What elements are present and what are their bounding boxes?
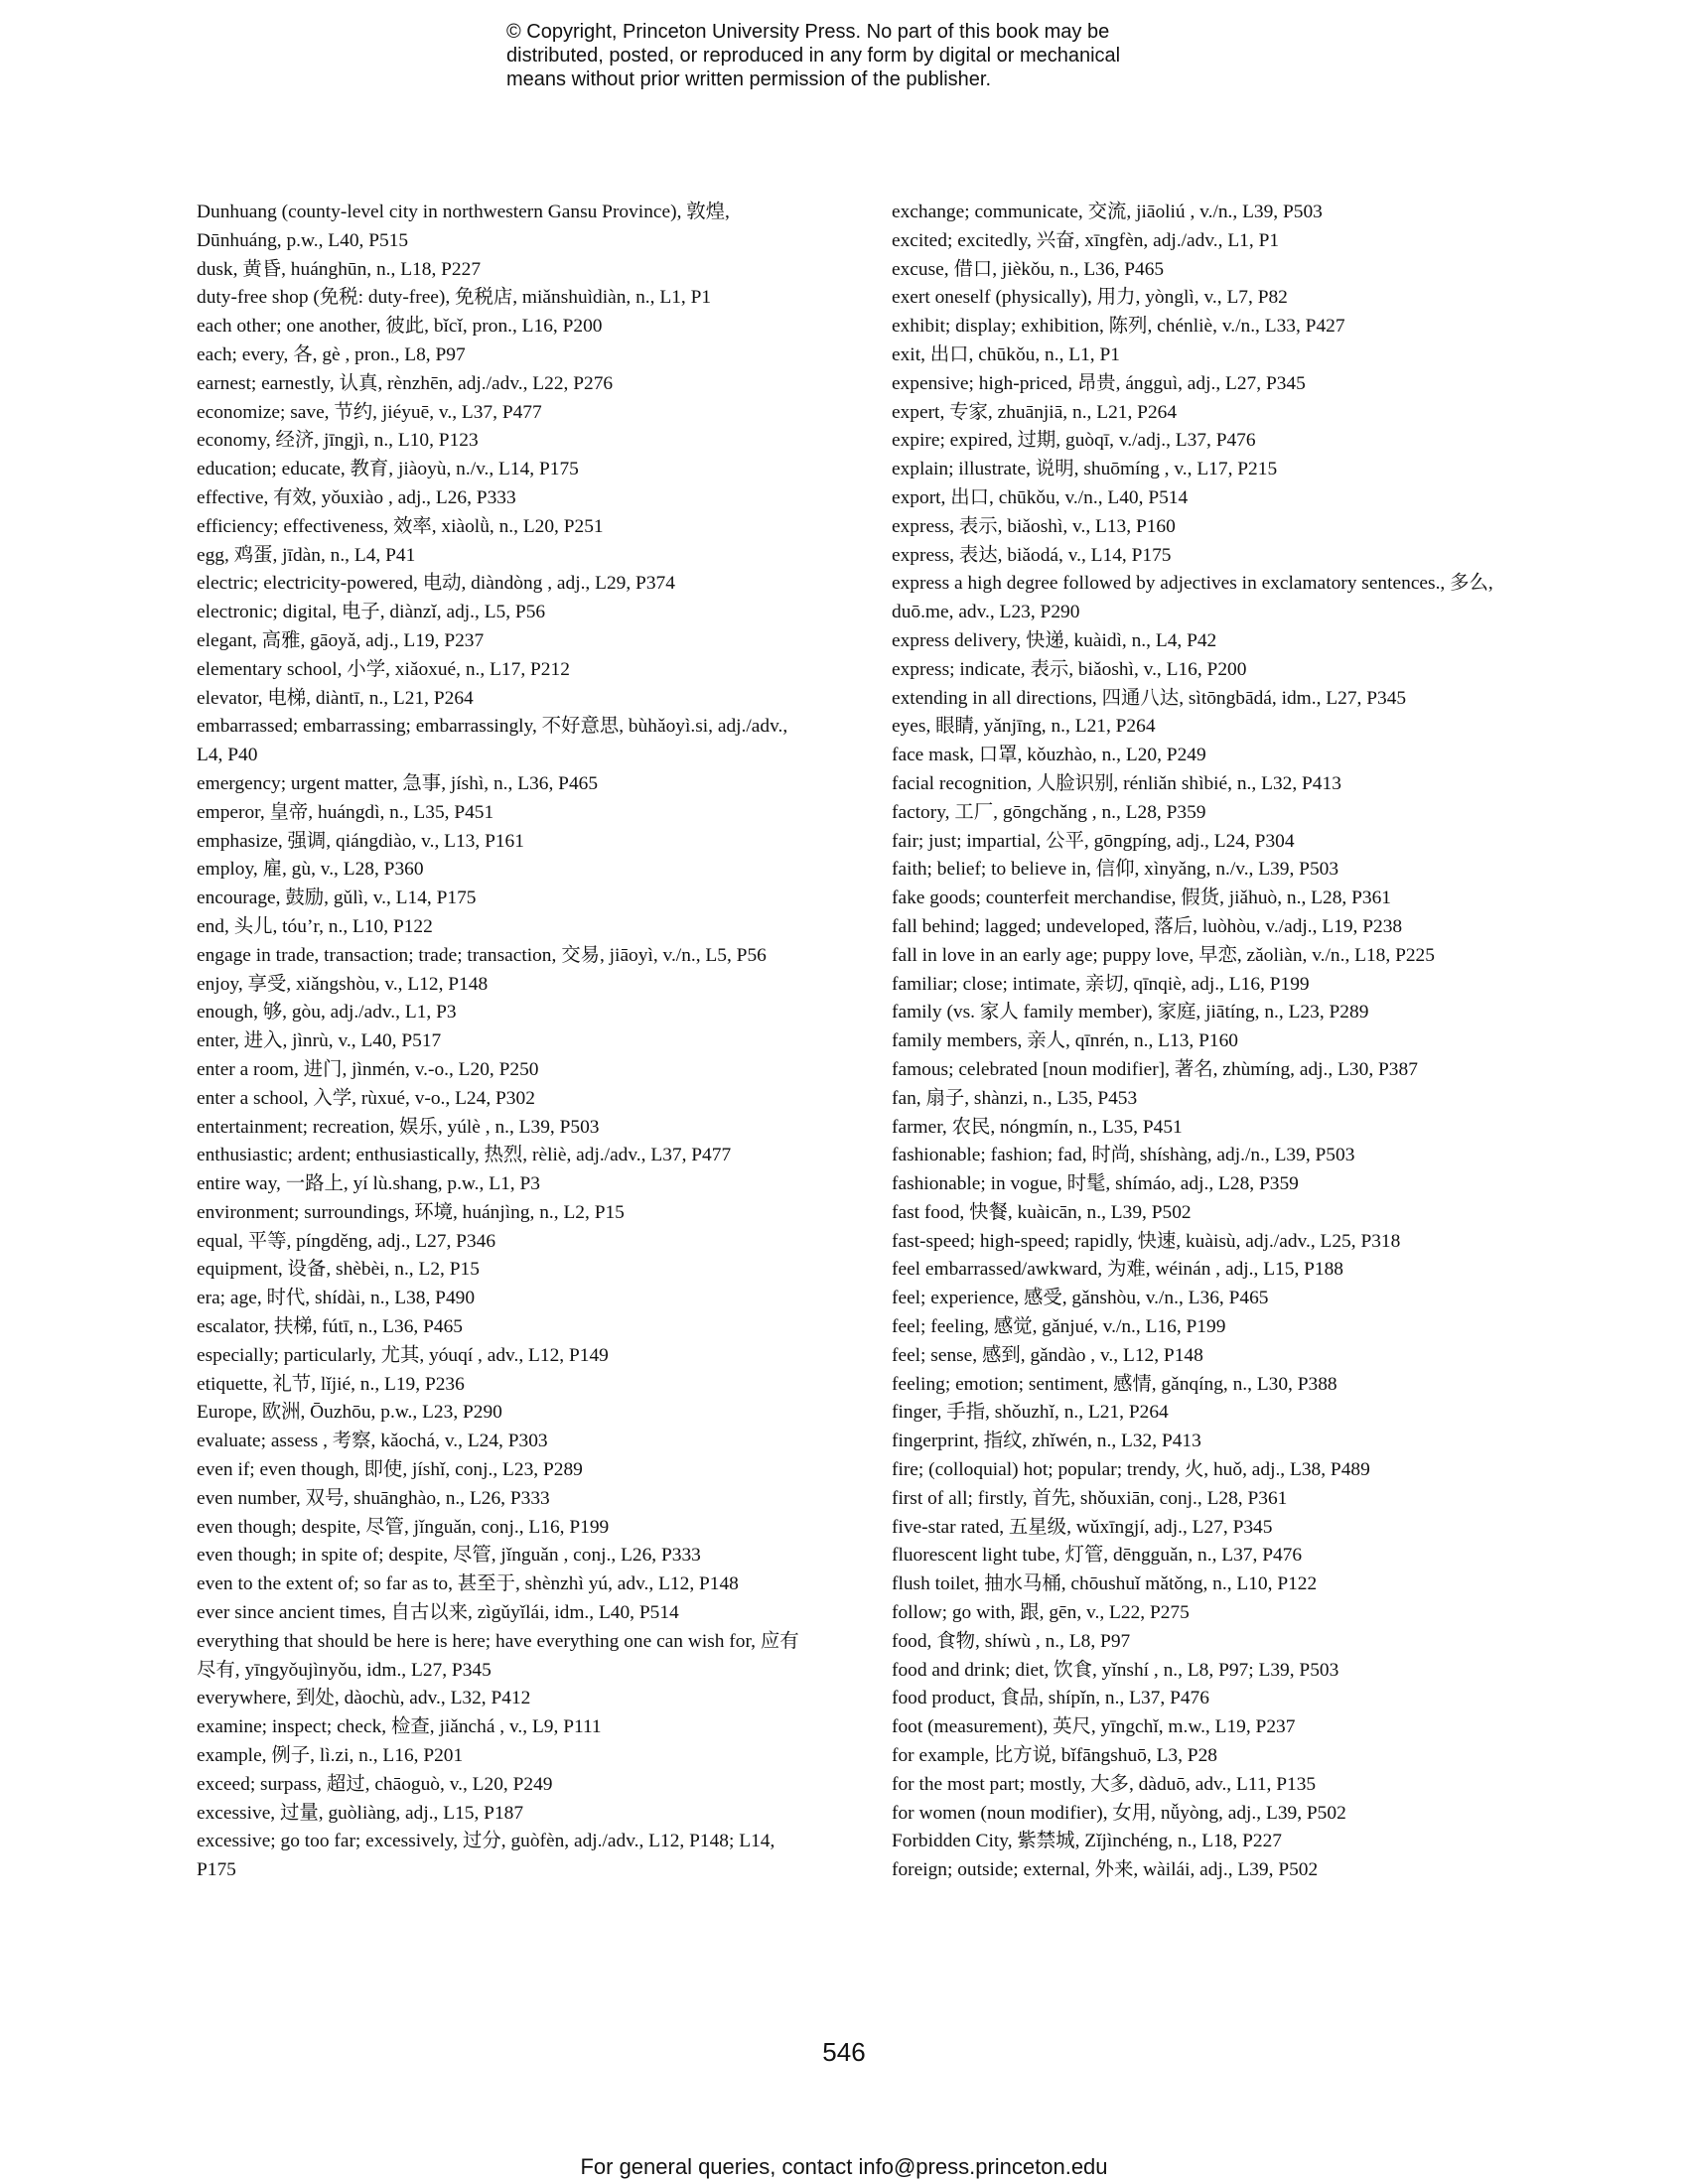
glossary-entry: equipment, 设备, shèbèi, n., L2, P15 [197,1259,480,1281]
glossary-entry: enough, 够, gòu, adj./adv., L1, P3 [197,1002,457,1024]
glossary-entry: each other; one another, 彼此, bǐcǐ, pron., L16, P200 [197,316,603,338]
glossary-entry: express, 表达, biǎodá, v., L14, P175 [892,544,1172,566]
glossary-entry: example, 例子, lì.zi, n., L16, P201 [197,1745,464,1767]
glossary-entry: for example, 比方说, bǐfāngshuō, L3, P28 [892,1745,1217,1767]
glossary-entry: expire; expired, 过期, guòqī, v./adj., L37, P476 [892,430,1256,452]
glossary-entry: enter a school, 入学, rùxué, v-o., L24, P302 [197,1087,535,1109]
glossary-entry: environment; surroundings, 环境, huánjìng, n., L2, P15 [197,1201,625,1223]
glossary-entry: exchange; communicate, 交流, jiāoliú , v./n., L39, P503 [892,202,1323,222]
glossary-entry: electronic; digital, 电子, diànzǐ, adj., L5, P56 [197,602,546,623]
glossary-entry: economize; save, 节约, jiéyuē, v., L37, P477 [197,401,542,423]
glossary-entry: engage in trade, transaction; trade; transaction, 交易, jiāoyì, v./n., L5, P56 [197,944,767,966]
glossary-entry: escalator, 扶梯, fútī, n., L36, P465 [197,1316,463,1338]
glossary-entry: egg, 鸡蛋, jīdàn, n., L4, P41 [197,544,416,566]
glossary-entry: ever since ancient times, 自古以来, zìgǔyǐlái, idm., L40, P514 [197,1602,679,1624]
glossary-entry: fashionable; fashion; fad, 时尚, shíshàng, adj./n., L39, P503 [892,1145,1355,1166]
glossary-entry: emergency; urgent matter, 急事, jíshì, n., L36, P465 [197,772,599,794]
glossary-entry: exhibit; display; exhibition, 陈列, chénliè, v./n., L33, P427 [892,316,1345,338]
glossary-entry: five-star rated, 五星级, wǔxīngjí, adj., L27, P345 [892,1516,1273,1538]
glossary-entry: fast food, 快餐, kuàicān, n., L39, P502 [892,1201,1192,1223]
glossary-entry: eyes, 眼睛, yǎnjīng, n., L21, P264 [892,716,1156,738]
glossary-entry: farmer, 农民, nóngmín, n., L35, P451 [892,1116,1183,1138]
glossary-entry: feel embarrassed/awkward, 为难, wéinán , adj., L15, P188 [892,1259,1344,1281]
glossary-entry: efficiency; effectiveness, 效率, xiàolǜ, n., L20, P251 [197,515,604,537]
glossary-entry: for women (noun modifier), 女用, nǚyòng, adj., L39, P502 [892,1802,1346,1824]
glossary-entry: encourage, 鼓励, gǔlì, v., L14, P175 [197,887,477,909]
glossary-entry: face mask, 口罩, kǒuzhào, n., L20, P249 [892,745,1206,766]
glossary-entry: fan, 扇子, shànzi, n., L35, P453 [892,1087,1138,1109]
glossary-entry: foot (measurement), 英尺, yīngchǐ, m.w., L19, P237 [892,1716,1296,1738]
glossary-entry: effective, 有效, yǒuxiào , adj., L26, P333 [197,486,516,508]
copyright-line: means without prior written permission of the publisher. [506,68,992,90]
glossary-entry: elementary school, 小学, xiǎoxué, n., L17, P212 [197,658,570,680]
glossary-column-right [892,199,1499,1885]
glossary-entry: enthusiastic; ardent; enthusiastically, 热烈, rèliè, adj./adv., L37, P477 [197,1145,732,1166]
glossary-entry: exceed; surpass, 超过, chāoguò, v., L20, P249 [197,1773,553,1795]
glossary-entry: fluorescent light tube, 灯管, dēngguǎn, n., L37, P476 [892,1545,1303,1567]
glossary-entry: export, 出口, chūkǒu, v./n., L40, P514 [892,486,1189,508]
glossary-entry: fake goods; counterfeit merchandise, 假货, jiǎhuò, n., L28, P361 [892,887,1391,909]
glossary-entry: fall behind; lagged; undeveloped, 落后, luòhòu, v./adj., L19, P238 [892,915,1403,937]
glossary-entry: feel; sense, 感到, gǎndào , v., L12, P148 [892,1344,1203,1366]
glossary-entry: emperor, 皇帝, huángdì, n., L35, P451 [197,801,494,823]
glossary-entry: food product, 食品, shípǐn, n., L37, P476 [892,1688,1209,1709]
glossary-entry: even though; despite, 尽管, jǐnguǎn, conj., L16, P199 [197,1516,610,1538]
glossary-entry: express; indicate, 表示, biǎoshì, v., L16, P200 [892,658,1247,680]
glossary-entry: end, 头儿, tóu’r, n., L10, P122 [197,915,433,937]
copyright-line: distributed, posted, or reproduced in any form by digital or mechanical [506,45,1121,67]
glossary-entry: familiar; close; intimate, 亲切, qīnqiè, adj., L16, P199 [892,973,1310,995]
glossary-entry: expensive; high-priced, 昂贵, ángguì, adj., L27, P345 [892,372,1306,394]
glossary-entry: equal, 平等, píngděng, adj., L27, P346 [197,1230,496,1252]
glossary-entry: excessive, 过量, guòliàng, adj., L15, P187 [197,1802,524,1824]
glossary-entry: elevator, 电梯, diàntī, n., L21, P264 [197,687,474,709]
glossary-entry: facial recognition, 人脸识别, rénliǎn shìbié, n., L32, P413 [892,772,1341,794]
glossary-entry: even though; in spite of; despite, 尽管, jǐnguǎn , conj., L26, P333 [197,1545,701,1567]
glossary-entry: flush toilet, 抽水马桶, chōushuǐ mǎtǒng, n., L10, P122 [892,1573,1318,1595]
glossary-entry: education; educate, 教育, jiàoyù, n./v., L14, P175 [197,459,579,480]
glossary-entry: even if; even though, 即使, jíshǐ, conj., L23, P289 [197,1459,583,1481]
glossary-entry: follow; go with, 跟, gēn, v., L22, P275 [892,1602,1190,1624]
glossary-entry: feel; feeling, 感觉, gǎnjué, v./n., L16, P199 [892,1316,1226,1338]
glossary-entry: dusk, 黄昏, huánghūn, n., L18, P227 [197,258,482,280]
glossary-entry: family members, 亲人, qīnrén, n., L13, P160 [892,1030,1238,1052]
glossary-entry: embarrassed; embarrassing; embarrassingly, 不好意思, bùhǎoyì.si, adj./adv., L4, P40 [197,716,788,766]
glossary-entry: electric; electricity-powered, 电动, diàndòng , adj., L29, P374 [197,573,675,595]
glossary-entry: earnest; earnestly, 认真, rènzhēn, adj./adv., L22, P276 [197,372,614,394]
footer-contact: For general queries, contact info@press.princeton.edu [580,2154,1108,2179]
glossary-entry: each; every, 各, gè , pron., L8, P97 [197,343,466,365]
glossary-entry: extending in all directions, 四通八达, sìtōngbādá, idm., L27, P345 [892,687,1407,709]
glossary-entry: even to the extent of; so far as to, 甚至于, shènzhì yú, adv., L12, P148 [197,1573,739,1595]
glossary-entry: economy, 经济, jīngjì, n., L10, P123 [197,430,479,452]
glossary-entry: elegant, 高雅, gāoyǎ, adj., L19, P237 [197,629,485,651]
glossary-entry: expert, 专家, zhuānjiā, n., L21, P264 [892,401,1178,423]
glossary-entry: etiquette, 礼节, lǐjié, n., L19, P236 [197,1373,465,1395]
glossary-entry: fire; (colloquial) hot; popular; trendy, 火, huǒ, adj., L38, P489 [892,1459,1370,1481]
glossary-entry: express a high degree followed by adjectives in exclamatory sentences., 多么, duō.me, adv., L23, P290 [892,573,1493,623]
glossary-entry: for the most part; mostly, 大多, dàduō, adv., L11, P135 [892,1773,1317,1795]
glossary-entry: evaluate; assess , 考察, kǎochá, v., L24, P303 [197,1431,548,1452]
glossary-entry: enjoy, 享受, xiǎngshòu, v., L12, P148 [197,973,489,995]
glossary-entry: first of all; firstly, 首先, shǒuxiān, conj., L28, P361 [892,1487,1288,1509]
glossary-entry: food and drink; diet, 饮食, yǐnshí , n., L8, P97; L39, P503 [892,1659,1339,1681]
glossary-entry: everywhere, 到处, dàochù, adv., L32, P412 [197,1688,531,1709]
glossary-entry: excited; excitedly, 兴奋, xīngfèn, adj./adv., L1, P1 [892,229,1280,251]
glossary-entry: express, 表示, biǎoshì, v., L13, P160 [892,515,1176,537]
glossary-entry: faith; belief; to believe in, 信仰, xìnyǎng, n./v., L39, P503 [892,859,1339,881]
glossary-entry: excuse, 借口, jièkǒu, n., L36, P465 [892,258,1165,280]
glossary-entry: enter a room, 进门, jìnmén, v.-o., L20, P250 [197,1058,539,1080]
glossary-entry: fast-speed; high-speed; rapidly, 快速, kuàisù, adj./adv., L25, P318 [892,1230,1401,1252]
glossary-column-left [197,199,804,1885]
page-number: 546 [822,2037,866,2067]
glossary-entry: era; age, 时代, shídài, n., L38, P490 [197,1288,476,1309]
glossary-entry: entire way, 一路上, yí lù.shang, p.w., L1, P3 [197,1173,540,1195]
glossary-entry: food, 食物, shíwù , n., L8, P97 [892,1630,1131,1652]
glossary-entry: even number, 双号, shuānghào, n., L26, P333 [197,1487,550,1509]
copyright-notice [506,20,1261,91]
glossary-entry: fashionable; in vogue, 时髦, shímáo, adj., L28, P359 [892,1173,1299,1195]
glossary-entry: Europe, 欧洲, Ōuzhōu, p.w., L23, P290 [197,1402,502,1424]
glossary-entry: factory, 工厂, gōngchǎng , n., L28, P359 [892,801,1206,823]
glossary-entry: everything that should be here is here; have everything one can wish for, 应有尽有, yīngyǒujìnyǒu, idm., L27, P345 [197,1630,799,1681]
glossary-entry: feeling; emotion; sentiment, 感情, gǎnqíng, n., L30, P388 [892,1373,1337,1395]
glossary-entry: explain; illustrate, 说明, shuōmíng , v., L17, P215 [892,459,1278,480]
copyright-line: © Copyright, Princeton University Press. No part of this book may be [506,21,1110,43]
glossary-entry: especially; particularly, 尤其, yóuqí , adv., L12, P149 [197,1344,609,1366]
glossary-entry: enter, 进入, jìnrù, v., L40, P517 [197,1030,442,1052]
glossary-entry: Dunhuang (county-level city in northwestern Gansu Province), 敦煌, Dūnhuáng, p.w., L40, P515 [197,202,730,251]
glossary-entry: family (vs. 家人 family member), 家庭, jiātíng, n., L23, P289 [892,1002,1369,1024]
glossary-entry: exert oneself (physically), 用力, yònglì, v., L7, P82 [892,287,1288,309]
glossary-entry: fall in love in an early age; puppy love, 早恋, zǎoliàn, v./n., L18, P225 [892,944,1435,966]
glossary-entry: examine; inspect; check, 检查, jiǎnchá , v., L9, P111 [197,1716,602,1738]
glossary-entry: famous; celebrated [noun modifier], 著名, zhùmíng, adj., L30, P387 [892,1058,1418,1080]
glossary-entry: exit, 出口, chūkǒu, n., L1, P1 [892,343,1120,365]
glossary-entry: Forbidden City, 紫禁城, Zǐjìnchéng, n., L18, P227 [892,1831,1283,1852]
glossary-entry: excessive; go too far; excessively, 过分, guòfèn, adj./adv., L12, P148; L14, P175 [197,1831,775,1881]
glossary-entry: fair; just; impartial, 公平, gōngpíng, adj., L24, P304 [892,830,1295,852]
glossary-entry: duty-free shop (免税: duty-free), 免税店, miǎnshuìdiàn, n., L1, P1 [197,287,712,309]
glossary-entry: feel; experience, 感受, gǎnshòu, v./n., L36, P465 [892,1288,1269,1309]
glossary-entry: fingerprint, 指纹, zhǐwén, n., L32, P413 [892,1431,1201,1452]
glossary-entry: emphasize, 强调, qiángdiào, v., L13, P161 [197,830,524,852]
glossary-entry: finger, 手指, shǒuzhǐ, n., L21, P264 [892,1402,1169,1424]
glossary-entry: foreign; outside; external, 外来, wàilái, adj., L39, P502 [892,1859,1319,1881]
glossary-entry: entertainment; recreation, 娱乐, yúlè , n., L39, P503 [197,1116,600,1138]
glossary-entry: employ, 雇, gù, v., L28, P360 [197,859,424,881]
glossary-entry: express delivery, 快递, kuàidì, n., L4, P42 [892,629,1217,651]
